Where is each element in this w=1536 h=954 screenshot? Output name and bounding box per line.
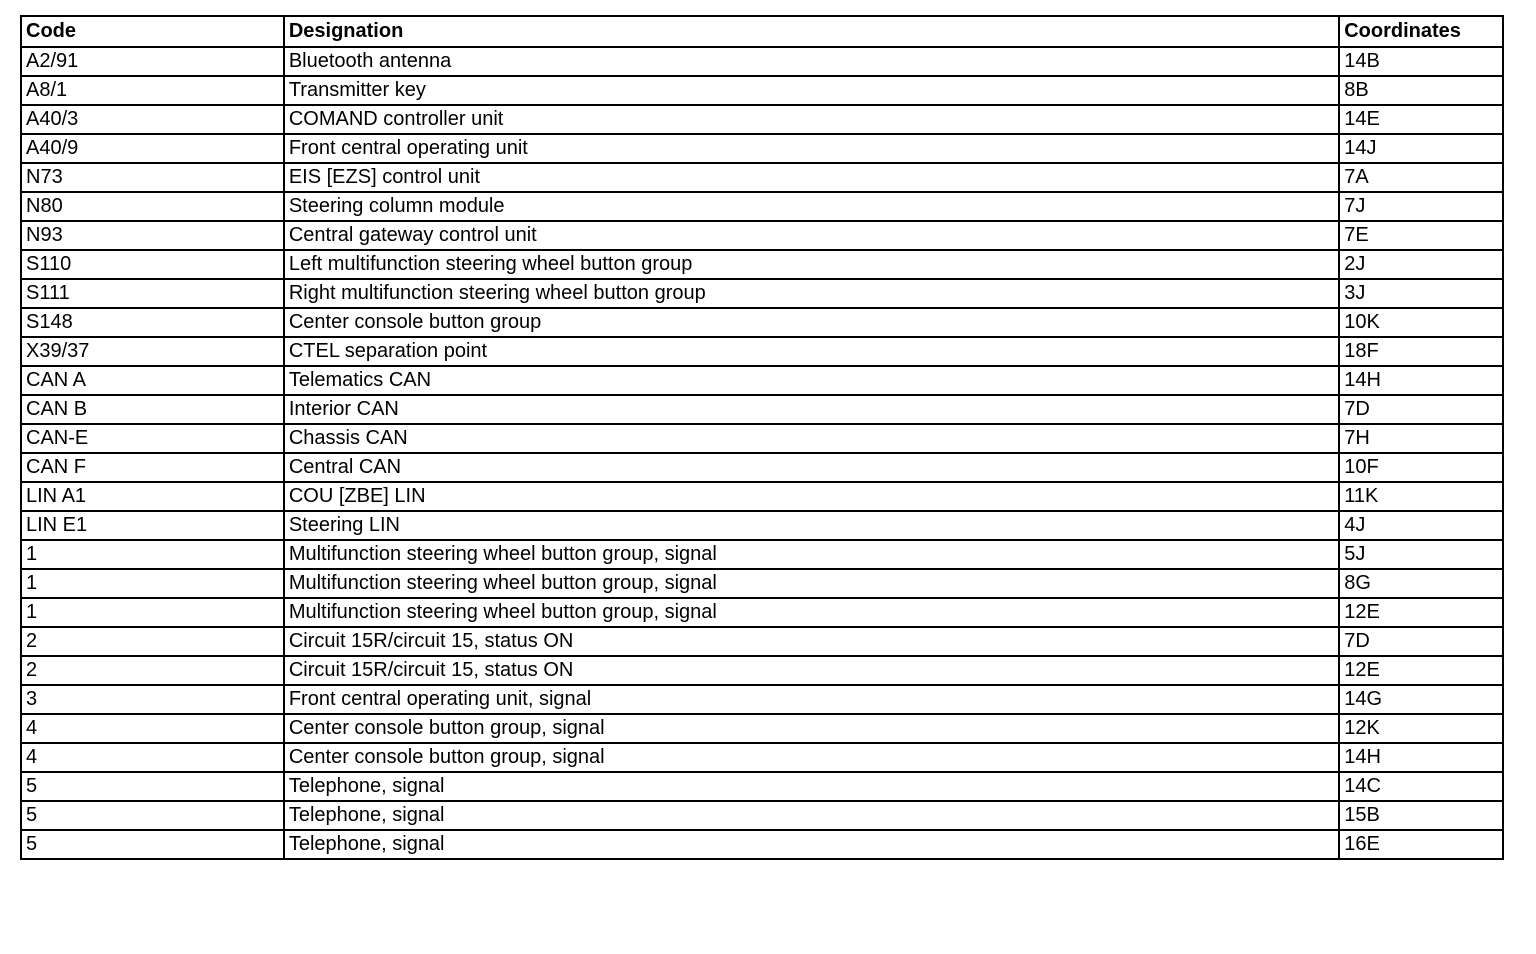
coordinates-cell: 8G [1339, 569, 1503, 598]
designation-cell: Center console button group, signal [284, 714, 1339, 743]
designation-cell: Multifunction steering wheel button group, signal [284, 569, 1339, 598]
code-cell: 1 [21, 540, 284, 569]
coordinates-cell: 8B [1339, 76, 1503, 105]
table-row [21, 772, 1503, 801]
code-cell: LIN A1 [21, 482, 284, 511]
coordinates-cell: 14E [1339, 105, 1503, 134]
code-cell: CAN A [21, 366, 284, 395]
code-cell: 4 [21, 714, 284, 743]
code-cell: 5 [21, 801, 284, 830]
table-row [21, 424, 1503, 453]
table-row [21, 830, 1503, 859]
coordinates-cell: 12K [1339, 714, 1503, 743]
coordinates-cell: 11K [1339, 482, 1503, 511]
coordinates-cell: 7H [1339, 424, 1503, 453]
coordinates-cell: 14G [1339, 685, 1503, 714]
coordinates-cell: 12E [1339, 598, 1503, 627]
table-row [21, 743, 1503, 772]
coordinates-cell: 2J [1339, 250, 1503, 279]
coordinates-cell: 10F [1339, 453, 1503, 482]
coordinates-cell: 10K [1339, 308, 1503, 337]
table-row [21, 134, 1503, 163]
coordinates-cell: 14H [1339, 366, 1503, 395]
coordinates-cell: 14H [1339, 743, 1503, 772]
code-cell: 4 [21, 743, 284, 772]
code-cell: A40/9 [21, 134, 284, 163]
designation-cell: Chassis CAN [284, 424, 1339, 453]
table-row [21, 685, 1503, 714]
table-row [21, 714, 1503, 743]
code-cell: 2 [21, 656, 284, 685]
designation-cell: Central CAN [284, 453, 1339, 482]
table-body [21, 47, 1503, 859]
code-cell: LIN E1 [21, 511, 284, 540]
designation-cell: EIS [EZS] control unit [284, 163, 1339, 192]
designation-cell: COMAND controller unit [284, 105, 1339, 134]
table-row [21, 337, 1503, 366]
code-cell: A40/3 [21, 105, 284, 134]
coordinates-cell: 14J [1339, 134, 1503, 163]
designation-cell: Front central operating unit [284, 134, 1339, 163]
designation-cell: Front central operating unit, signal [284, 685, 1339, 714]
designation-cell: COU [ZBE] LIN [284, 482, 1339, 511]
designation-cell: Telematics CAN [284, 366, 1339, 395]
table-row [21, 598, 1503, 627]
table-row [21, 279, 1503, 308]
coordinates-cell: 5J [1339, 540, 1503, 569]
code-cell: 5 [21, 772, 284, 801]
code-cell: S148 [21, 308, 284, 337]
designation-cell: Circuit 15R/circuit 15, status ON [284, 627, 1339, 656]
code-cell: 2 [21, 627, 284, 656]
header-row [21, 16, 1503, 47]
designation-cell: Center console button group [284, 308, 1339, 337]
coordinates-cell: 14B [1339, 47, 1503, 76]
designation-cell: Bluetooth antenna [284, 47, 1339, 76]
coordinates-cell: 7E [1339, 221, 1503, 250]
code-cell: N93 [21, 221, 284, 250]
code-cell: 1 [21, 569, 284, 598]
designation-cell: Interior CAN [284, 395, 1339, 424]
code-column-header: Code [21, 16, 284, 47]
coordinates-cell: 12E [1339, 656, 1503, 685]
coordinates-cell: 4J [1339, 511, 1503, 540]
designation-cell: Telephone, signal [284, 830, 1339, 859]
designation-cell: Telephone, signal [284, 772, 1339, 801]
designation-cell: Right multifunction steering wheel button group [284, 279, 1339, 308]
coordinates-cell: 15B [1339, 801, 1503, 830]
code-cell: S110 [21, 250, 284, 279]
table-row [21, 627, 1503, 656]
designation-cell: Central gateway control unit [284, 221, 1339, 250]
designation-cell: Left multifunction steering wheel button group [284, 250, 1339, 279]
coordinates-cell: 3J [1339, 279, 1503, 308]
designation-cell: Center console button group, signal [284, 743, 1339, 772]
code-cell: A8/1 [21, 76, 284, 105]
code-cell: 3 [21, 685, 284, 714]
code-cell: X39/37 [21, 337, 284, 366]
table-row [21, 395, 1503, 424]
coordinates-cell: 14C [1339, 772, 1503, 801]
coordinates-cell: 7A [1339, 163, 1503, 192]
table-row [21, 540, 1503, 569]
code-cell: S111 [21, 279, 284, 308]
coordinates-cell: 7D [1339, 627, 1503, 656]
designation-cell: Steering column module [284, 192, 1339, 221]
designation-cell: Multifunction steering wheel button group, signal [284, 598, 1339, 627]
designation-column-header: Designation [284, 16, 1339, 47]
table-row [21, 47, 1503, 76]
designation-cell: Steering LIN [284, 511, 1339, 540]
designation-cell: CTEL separation point [284, 337, 1339, 366]
table-row [21, 801, 1503, 830]
code-cell: N73 [21, 163, 284, 192]
code-cell: CAN F [21, 453, 284, 482]
table-row [21, 511, 1503, 540]
code-cell: 1 [21, 598, 284, 627]
code-cell: CAN-E [21, 424, 284, 453]
table-row [21, 163, 1503, 192]
code-cell: 5 [21, 830, 284, 859]
designation-cell: Transmitter key [284, 76, 1339, 105]
component-legend-table [20, 15, 1504, 860]
table-row [21, 569, 1503, 598]
table-row [21, 221, 1503, 250]
table-row [21, 656, 1503, 685]
table-row [21, 482, 1503, 511]
coordinates-cell: 16E [1339, 830, 1503, 859]
coordinates-cell: 18F [1339, 337, 1503, 366]
designation-cell: Circuit 15R/circuit 15, status ON [284, 656, 1339, 685]
code-cell: N80 [21, 192, 284, 221]
designation-cell: Telephone, signal [284, 801, 1339, 830]
table-row [21, 76, 1503, 105]
table-row [21, 105, 1503, 134]
coordinates-cell: 7J [1339, 192, 1503, 221]
coordinates-column-header: Coordinates [1339, 16, 1503, 47]
code-cell: CAN B [21, 395, 284, 424]
table-row [21, 366, 1503, 395]
table-row [21, 308, 1503, 337]
table-row [21, 192, 1503, 221]
table-row [21, 453, 1503, 482]
code-cell: A2/91 [21, 47, 284, 76]
coordinates-cell: 7D [1339, 395, 1503, 424]
table-header [21, 16, 1503, 47]
designation-cell: Multifunction steering wheel button group, signal [284, 540, 1339, 569]
table-row [21, 250, 1503, 279]
